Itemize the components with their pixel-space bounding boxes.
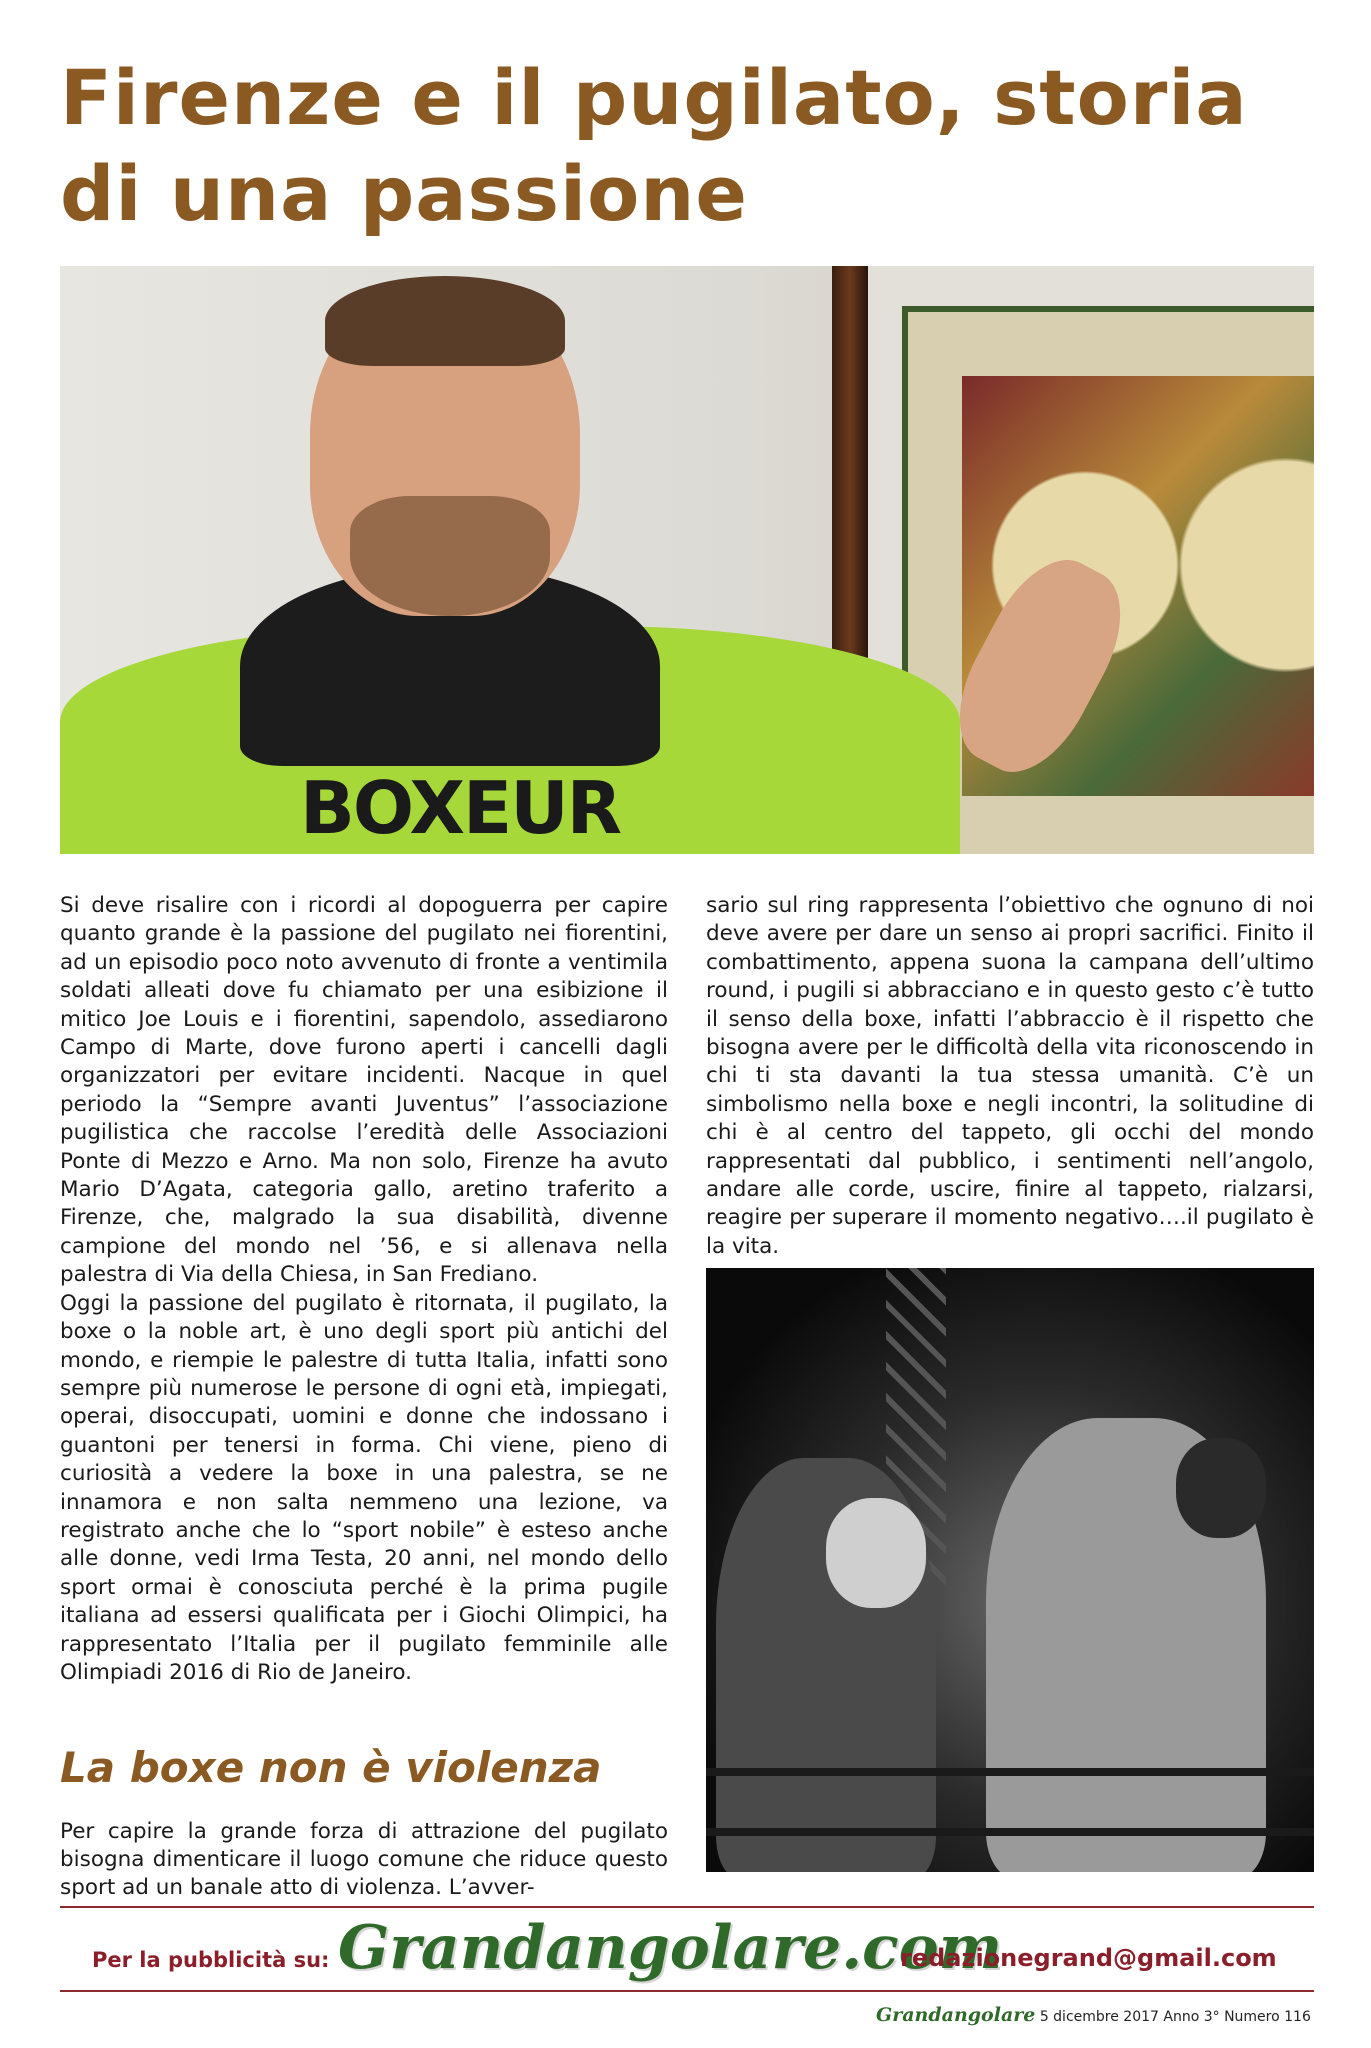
paragraph: Oggi la passione del pugilato è ritornata, il pugilato, la boxe o la noble art, è uno degli sport più antichi del mondo, e riempie le palestre di tutta Italia, infatti sono sempre più numerose le persone di ogni età, impiegati, operai, disoccupati, uomini e donne che indossano i guantoni per tenersi in forma. Chi viene, pieno di curiosità a vedere la boxe in una palestra, se ne innamora e non salta nemmeno una lezione, va registrato anche che lo “sport nobile” è esteso anche alle donne, vedi Irma Testa, 20 anni, nel mondo dello sport ormai è conosciuta perché è la prima pugile italiana ad essersi qualificata per i Giochi Olimpici, ha rappresentato l’Italia per il pugilato femminile alle Olimpiadi 2016 di Rio de Janeiro.	[60, 1290, 668, 1685]
site-brand-link[interactable]: Grandangolare.com	[338, 1913, 1003, 1983]
footer-divider-bottom	[60, 1990, 1314, 1992]
paragraph: Si deve risalire con i ricordi al dopoguerra per capire quanto grande è la passione del pugilato nei fiorentini, ad un episodio poco noto avvenuto di fronte a ventimila soldati alleati dove fu chiamato per una esibizione il mitico Joe Louis e i fiorentini, sapendolo, assediarono Campo di Marte, dove furono aperti i cancelli dagli organizzatori per evitare incidenti. Nacque in quel periodo la “Sempre avanti Juventus” l’associazione pugilistica che raccolse l’eredità delle Associazioni Ponte di Mezzo e Arno. Ma non solo, Firenze ha avuto Mario D’Agata, categoria gallo, aretino traferito a Firenze, che, malgrado la sua disabilità, divenne campione del mondo nel ’56, e si allenava nella palestra di Via della Chiesa, in San Frediano.	[60, 893, 668, 1288]
boxer-hair	[325, 276, 565, 366]
issue-date: 5 dicembre 2017 Anno 3° Numero 116	[1039, 2009, 1311, 2025]
ring-rope	[706, 1828, 1314, 1836]
article-column-left	[60, 892, 668, 1687]
ring-rope	[706, 1768, 1314, 1776]
boxing-match-photo	[706, 1268, 1314, 1872]
article-title: Firenze e il pugilato, storia di una passione	[60, 53, 1248, 238]
shirt-logo: BOXEUR	[300, 766, 621, 850]
article-column-left-bottom	[60, 1796, 668, 1924]
boxing-glove-right	[1176, 1438, 1266, 1538]
advertising-label: Per la pubblicità su:	[92, 1948, 330, 1972]
footer-divider-top	[60, 1906, 1314, 1908]
issue-info	[876, 2004, 1311, 2026]
boxer-portrait-photo	[60, 266, 1314, 854]
paragraph: Per capire la grande forza di attrazione del pugilato bisogna dimenticare il luogo comune che riduce questo sport ad un banale atto di violenza. L’avver-	[60, 1818, 668, 1901]
article-column-right	[706, 892, 1314, 1261]
boxing-glove-left	[826, 1498, 926, 1608]
article-subheading: La boxe non è violenza	[60, 1743, 602, 1792]
paragraph: sario sul ring rappresenta l’obiettivo che ognuno di noi deve avere per dare un senso ai propri sacrifici. Finito il combattimento, appena suona la campana dell’ultimo round, i pugili si abbracciano e in questo gesto c’è tutto il senso della boxe, infatti l’abbraccio è il rispetto che bisogna avere per le difficoltà della vita riconoscendo in chi ti sta davanti la tua stessa umanità. C’è un simbolismo nella boxe e negli incontri, la solitudine di chi è al centro del tappeto, gli occhi del mondo rappresentati dal pubblico, i sentimenti nell’angolo, andare alle corde, uscire, finire al tappeto, rialzarsi, reagire per superare il momento negativo….il pugilato è la vita.	[706, 893, 1314, 1259]
contact-email[interactable]: redazionegrand@gmail.com	[900, 1944, 1277, 1972]
issue-brand: Grandangolare	[876, 2004, 1036, 2026]
boxer-beard	[350, 496, 550, 616]
